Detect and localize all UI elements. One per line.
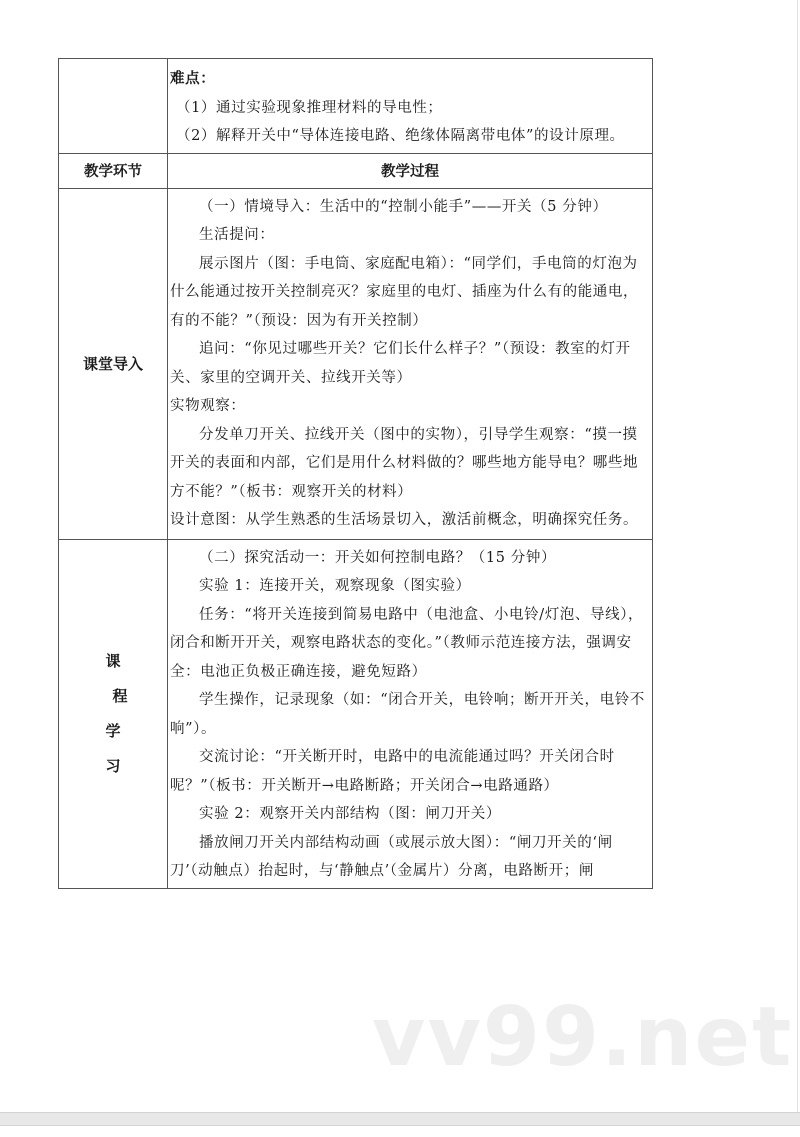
paragraph: 实物观察： [170, 398, 246, 414]
stage-char: 习 [105, 756, 121, 775]
paragraph: 展示图片（图：手电筒、家庭配电箱）：“同学们，手电筒的灯泡为什么能通过按开关控制亮灭？家庭里的电灯、插座为什么有的能通电，有的不能？”（预设：因为有开关控制） [170, 255, 639, 329]
paragraph: 实验 2：观察开关内部结构（图：闸刀开关） [199, 806, 501, 822]
difficulty-row [59, 59, 653, 154]
lesson-plan-table [58, 58, 653, 889]
paragraph: 实验 1：连接开关，观察现象（图实验） [199, 578, 471, 594]
page-edge [797, 0, 798, 1112]
watermark: vv99.net [372, 990, 794, 1085]
paragraph: 分发单刀开关、拉线开关（图中的实物），引导学生观察：“摸一摸开关的表面和内部，它们是用什么材料做的？哪些地方能导电？哪些地方不能？”（板书：观察开关的材料） [170, 426, 639, 500]
paragraph: （二）探究活动一：开关如何控制电路？（15 分钟） [199, 549, 557, 566]
difficulty-item: （2）解释开关中“导体连接电路、绝缘体隔离带电体”的设计原理。 [176, 128, 625, 144]
paragraph: 播放闸刀开关内部结构动画（或展示放大图）：“闸刀开关的‘闸刀’（动触点）抬起时，与‘静触点’（金属片）分离，电路断开；闸 [170, 834, 613, 879]
header-teaching-process: 教学过程 [168, 153, 653, 188]
difficulty-heading: 难点： [170, 71, 216, 87]
paragraph: 追问：“你见过哪些开关？它们长什么样子？”（预设：教室的灯开关、家里的空调开关、拉线开关等） [170, 341, 631, 386]
paragraph: 学生操作，记录现象（如：“闭合开关，电铃响；断开开关，电铃不响”）。 [170, 692, 645, 737]
process-cell [168, 539, 653, 888]
stage-label: 课堂导入 [59, 188, 168, 539]
table-row-course-study [59, 539, 653, 888]
difficulty-item: （1）通过实验现象推理材料的导电性； [176, 99, 443, 116]
stage-char: 课 [105, 651, 121, 670]
empty-stage-cell [59, 59, 168, 154]
paragraph: 生活提问： [199, 227, 275, 243]
stage-label-vertical [59, 539, 168, 888]
difficulty-cell [168, 59, 653, 154]
stage-char: 学 [105, 721, 121, 740]
page-separator [0, 1112, 800, 1126]
header-teaching-stage: 教学环节 [59, 153, 168, 188]
stage-char: 程 [112, 686, 128, 705]
paragraph: 任务：“将开关连接到简易电路中（电池盒、小电铃/灯泡、导线），闭合和断开开关，观察电路状态的变化。”（教师示范连接方法，强调安全：电池正负极正确连接，避免短路） [170, 606, 644, 680]
table-header-row [59, 153, 653, 188]
paragraph: （一）情境导入：生活中的“控制小能手”——开关（5 分钟） [199, 198, 608, 215]
paragraph: 交流讨论：“开关断开时，电路中的电流能通过吗？开关闭合时呢？”（板书：开关断开→电路断路；开关闭合→电路通路） [170, 749, 615, 794]
design-intent: 设计意图：从学生熟悉的生活场景切入，激活前概念，明确探究任务。 [170, 512, 639, 528]
process-cell [168, 188, 653, 539]
table-row-intro [59, 188, 653, 539]
